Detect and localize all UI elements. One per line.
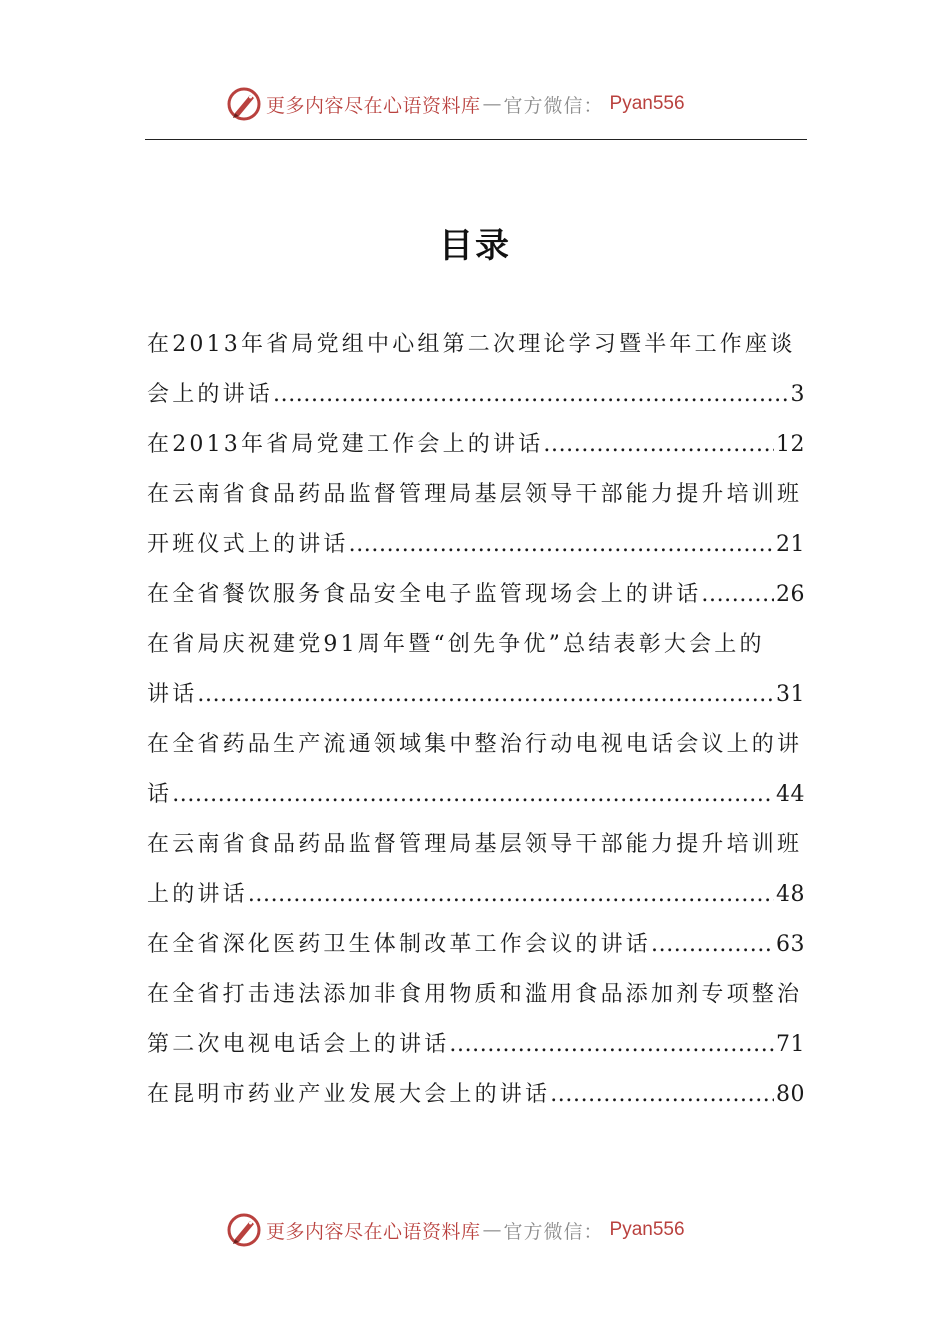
header-wechat-id: Pyan556 (609, 93, 685, 114)
page-title: 目录 (439, 226, 511, 266)
toc-entry-title-text: 在全省深化医药卫生体制改革工作会议的讲话 (147, 932, 652, 957)
toc-page-number: 31 (776, 682, 805, 707)
toc-entry-title-line: 在省局庆祝建党91周年暨“创先争优”总结表彰大会上的 (147, 632, 765, 657)
header-banner (226, 84, 685, 124)
toc-entry-final-line (147, 420, 805, 470)
toc-entry[interactable] (147, 570, 805, 620)
toc-entry[interactable] (147, 420, 805, 470)
toc-entry-title-text: 讲话 (147, 682, 198, 707)
toc-entry-title-line: 在云南省食品药品监督管理局基层领导干部能力提升培训班 (147, 482, 803, 507)
toc-entry-title-line: 在2013年省局党组中心组第二次理论学习暨半年工作座谈 (147, 332, 796, 357)
toc-leader-dots (349, 520, 774, 570)
toc-entry-final-line (147, 870, 805, 920)
footer-banner (226, 1210, 685, 1250)
toc-page-number: 80 (776, 1082, 805, 1107)
toc-entry[interactable] (147, 470, 805, 570)
toc-leader-dots (248, 870, 774, 920)
toc-entry-title-text: 开班仪式上的讲话 (147, 532, 349, 557)
toc-entry[interactable] (147, 920, 805, 970)
toc-entry-final-line (147, 920, 805, 970)
toc-entry-title-text: 会上的讲话 (147, 382, 274, 407)
toc-entry-title-text: 话 (147, 782, 173, 807)
header-divider (145, 139, 807, 140)
toc-leader-dots (550, 1070, 774, 1120)
toc-leader-dots (701, 570, 774, 620)
toc-entry-title-line: 在云南省食品药品监督管理局基层领导干部能力提升培训班 (147, 832, 803, 857)
toc-leader-dots (172, 770, 774, 820)
toc-page-number: 3 (790, 382, 805, 407)
toc-entry-final-line (147, 520, 805, 570)
toc-entry-final-line (147, 770, 805, 820)
toc-page-number: 12 (776, 432, 805, 457)
toc-entry[interactable] (147, 1070, 805, 1120)
toc-entry-title-text: 在昆明市药业产业发展大会上的讲话 (147, 1082, 551, 1107)
toc-entry-title-text: 第二次电视电话会上的讲话 (147, 1032, 450, 1057)
toc-entry-final-line (147, 1020, 805, 1070)
header-dash: — (482, 93, 502, 115)
toc-entry-final-line (147, 370, 805, 420)
footer-wechat-label: 官方微信： (503, 1220, 604, 1243)
toc-entry-title-text: 在2013年省局党建工作会上的讲话 (147, 432, 544, 457)
toc-entry[interactable] (147, 970, 805, 1070)
footer-brand-text: 更多内容尽在心语资料库 (266, 1220, 481, 1243)
footer-wechat-id: Pyan556 (609, 1219, 685, 1240)
toc-page-number: 63 (776, 932, 805, 957)
toc-entry-title-text: 上的讲话 (147, 882, 248, 907)
footer-dash: — (482, 1219, 502, 1241)
toc-entry-title-line: 在全省药品生产流通领域集中整治行动电视电话会议上的讲 (147, 732, 803, 757)
toc-entry-final-line (147, 1070, 805, 1120)
header-wechat-label: 官方微信： (503, 94, 604, 117)
table-of-contents (147, 320, 805, 1120)
toc-leader-dots (197, 670, 774, 720)
toc-page-number: 71 (776, 1032, 805, 1057)
toc-entry[interactable] (147, 820, 805, 920)
toc-entry[interactable] (147, 320, 805, 420)
toc-entry-title-line: 在全省打击违法添加非食用物质和滥用食品添加剂专项整治 (147, 982, 803, 1007)
toc-leader-dots (543, 420, 774, 470)
toc-page-number: 21 (776, 532, 805, 557)
toc-leader-dots (651, 920, 774, 970)
toc-leader-dots (449, 1020, 774, 1070)
toc-entry-final-line (147, 670, 805, 720)
toc-entry-final-line (147, 570, 805, 620)
toc-entry[interactable] (147, 720, 805, 820)
toc-entry[interactable] (147, 620, 805, 720)
header-brand-text: 更多内容尽在心语资料库 (266, 94, 481, 117)
toc-page-number: 26 (776, 582, 805, 607)
toc-entry-title-text: 在全省餐饮服务食品安全电子监管现场会上的讲话 (147, 582, 702, 607)
toc-page-number: 48 (776, 882, 805, 907)
pen-logo-icon (226, 86, 262, 122)
toc-page-number: 44 (776, 782, 805, 807)
toc-leader-dots (273, 370, 788, 420)
pen-logo-icon (226, 1212, 262, 1248)
